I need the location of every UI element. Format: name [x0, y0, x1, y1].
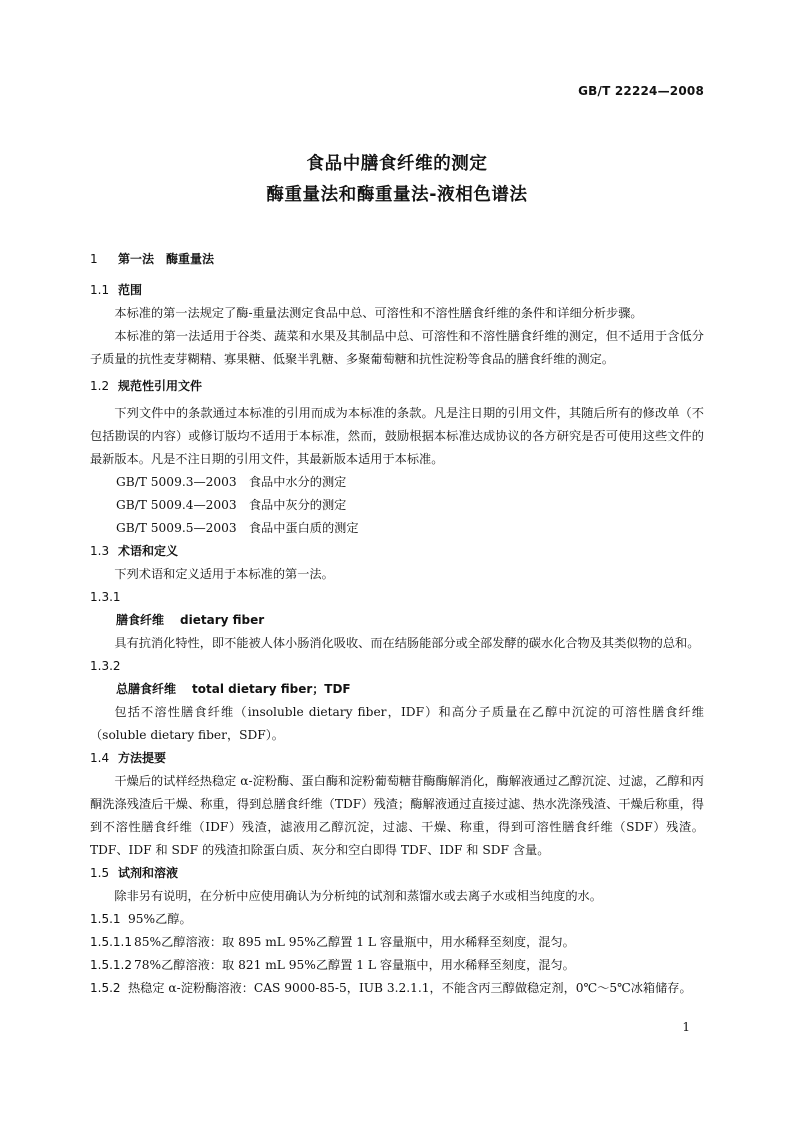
clause-number: 1.3.2	[90, 659, 121, 673]
reference-item: GB/T 5009.4—2003 食品中灰分的测定	[116, 498, 347, 512]
section-heading-1-1	[90, 279, 704, 302]
paragraph: 本标准的第一法规定了酶-重量法测定食品中总、可溶性和不溶性膳食纤维的条件和详细分析步骤。	[114, 306, 643, 320]
reference-item: GB/T 5009.3—2003 食品中水分的测定	[116, 475, 347, 489]
clause-number: 1.3.1	[90, 590, 121, 604]
term-english: total dietary fiber；TDF	[192, 682, 351, 696]
item-text: 热稳定 α-淀粉酶溶液：CAS 9000-85-5，IUB 3.2.1.1，不能含丙三醇做稳定剂，0℃～5℃冰箱储存。	[128, 981, 692, 995]
paragraph: 除非另有说明，在分析中应使用确认为分析纯的试剂和蒸馏水或去离子水或相当纯度的水。	[114, 889, 602, 903]
section-title: 试剂和溶液	[118, 866, 179, 880]
section-number: 1.2	[90, 379, 110, 393]
section-title: 方法提要	[118, 751, 167, 765]
section-heading-1	[90, 248, 704, 271]
item-number: 1.5.1	[90, 912, 121, 926]
reference-item: GB/T 5009.5—2003 食品中蛋白质的测定	[116, 521, 359, 535]
term-english: dietary fiber	[180, 613, 265, 627]
section-number: 1.5	[90, 866, 110, 880]
list-item	[90, 931, 704, 954]
term-entry	[90, 678, 704, 701]
item-text: 95%乙醇。	[128, 912, 192, 926]
term-definition: 包括不溶性膳食纤维（insoluble dietary fiber，IDF）和高分子质量在乙醇中沉淀的可溶性膳食纤维（soluble dietary fiber，SDF）。	[90, 705, 704, 742]
section-number: 1	[90, 252, 98, 266]
section-number: 1.3	[90, 544, 110, 558]
item-number: 1.5.1.1	[90, 935, 132, 949]
paragraph: 下列文件中的条款通过本标准的引用而成为本标准的条款。凡是注日期的引用文件，其随后所有的修改单（不包括勘误的内容）或修订版均不适用于本标准，然而，鼓励根据本标准达成协议的各方研究是否可使用这些文件的最新版本。凡是不注日期的引用文件，其最新版本适用于本标准。	[90, 406, 704, 466]
section-number: 1.4	[90, 751, 110, 765]
list-item	[90, 954, 704, 977]
standard-code: GB/T 22224—2008	[578, 84, 704, 98]
term-definition: 具有抗消化特性，即不能被人体小肠消化吸收、而在结肠能部分或全部发酵的碳水化合物及其类似物的总和。	[114, 636, 700, 650]
paragraph: 干燥后的试样经热稳定 α-淀粉酶、蛋白酶和淀粉葡萄糖苷酶酶解消化，酶解液通过乙醇沉淀、过滤，乙醇和丙酮洗涤残渣后干燥、称重，得到总膳食纤维（TDF）残渣；酶解液通过直接过滤、热水洗涤残渣、干燥后称重，得到不溶性膳食纤维（IDF）残渣，滤液用乙醇沉淀，过滤、干燥、称重，得到可溶性膳食纤维（SDF）残渣。TDF、IDF 和 SDF 的残渣扣除蛋白质、灰分和空白即得 TDF、IDF 和 SDF 含量。	[90, 774, 704, 857]
page-number: 1	[682, 1020, 690, 1034]
term-entry	[90, 609, 704, 632]
term-chinese: 膳食纤维	[116, 613, 165, 627]
clause-number-1-3-2	[90, 655, 704, 678]
item-text: 85%乙醇溶液：取 895 mL 95%乙醇置 1 L 容量瓶中，用水稀释至刻度，混匀。	[134, 935, 575, 949]
section-title: 范围	[118, 283, 143, 297]
paragraph: 本标准的第一法适用于谷类、蔬菜和水果及其制品中总、可溶性和不溶性膳食纤维的测定，但不适用于含低分子质量的抗性麦芽糊精、寡果糖、低聚半乳糖、多聚葡萄糖和抗性淀粉等食品的膳食纤维的测定。	[90, 329, 704, 366]
document-body	[90, 248, 704, 1000]
clause-number-1-3-1	[90, 586, 704, 609]
item-number: 1.5.1.2	[90, 958, 132, 972]
section-heading-1-3	[90, 540, 704, 563]
section-title: 术语和定义	[118, 544, 179, 558]
list-item	[90, 977, 704, 1000]
section-heading-1-4	[90, 747, 704, 770]
section-number: 1.1	[90, 283, 110, 297]
item-number: 1.5.2	[90, 981, 121, 995]
section-heading-1-2	[90, 375, 704, 398]
document-title-line2: 酶重量法和酶重量法-液相色谱法	[266, 185, 528, 205]
term-chinese: 总膳食纤维	[116, 682, 177, 696]
section-heading-1-5	[90, 862, 704, 885]
paragraph: 下列术语和定义适用于本标准的第一法。	[114, 567, 334, 581]
document-title-line1: 食品中膳食纤维的测定	[306, 154, 488, 174]
section-title: 第一法 酶重量法	[118, 252, 215, 266]
list-item	[90, 908, 704, 931]
section-title: 规范性引用文件	[118, 379, 203, 393]
item-text: 78%乙醇溶液：取 821 mL 95%乙醇置 1 L 容量瓶中，用水稀释至刻度，混匀。	[134, 958, 575, 972]
